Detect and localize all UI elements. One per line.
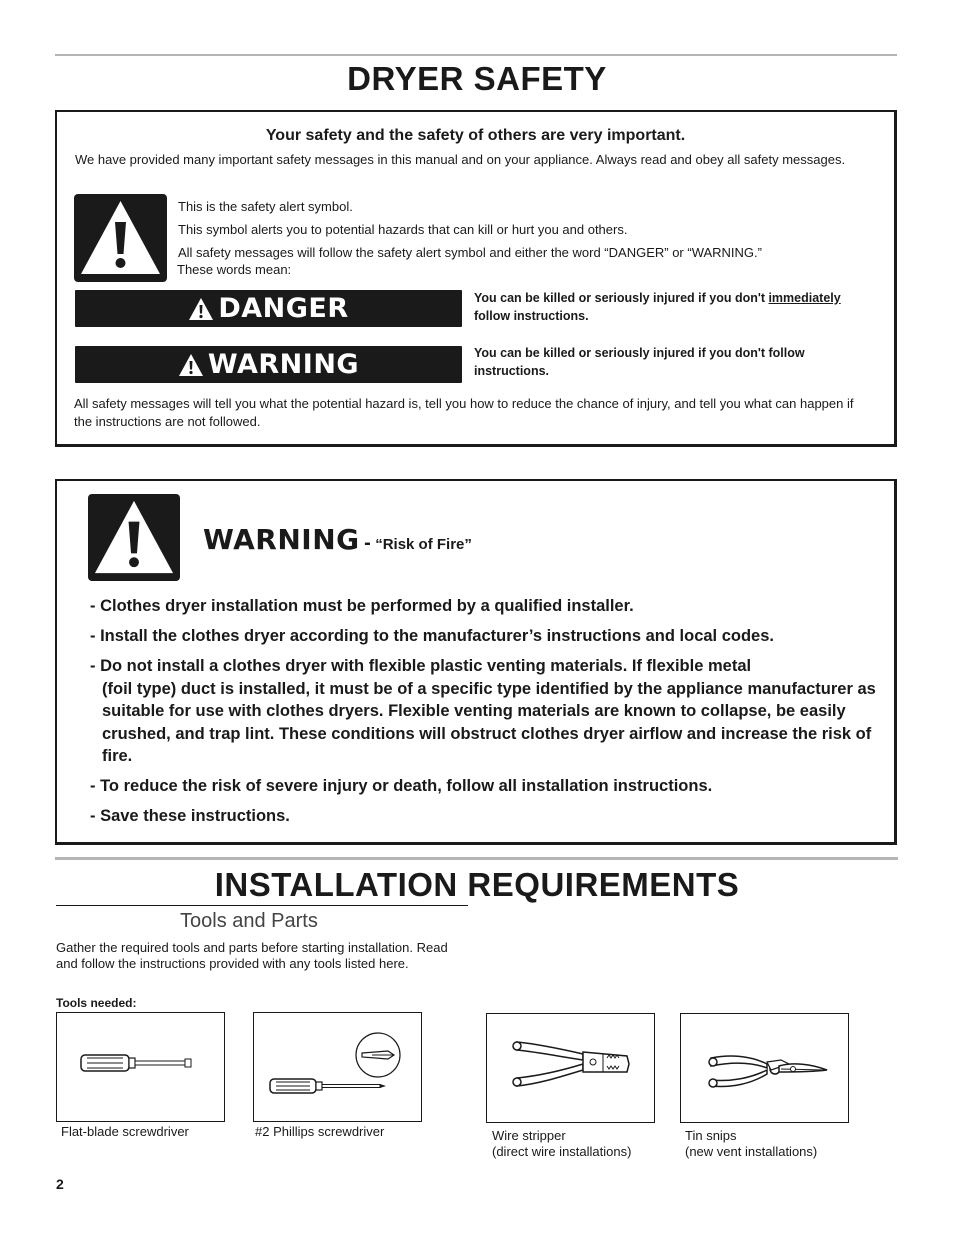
symbol-line-4: These words mean:: [177, 262, 292, 277]
danger-text-b: follow instructions.: [474, 308, 589, 323]
warning-triangle-icon: [178, 353, 204, 377]
fire-bullet-3: [90, 655, 880, 768]
tin-snips-note: (new vent installations): [685, 1144, 818, 1159]
danger-word: DANGER: [218, 293, 349, 324]
fire-bullet-3-rest: (foil type) duct is installed, it must be of a specific type identified by the appliance manufacturer as suitable for use with clothes dryers. Flexible venting materials are known to collapse, be easily crushed, and trap lint. These conditions will obstruct clothes dryer airflow and increase the risk of fire.: [102, 679, 876, 765]
phillips-screwdriver-icon: [253, 1012, 422, 1122]
symbol-line-2: This symbol alerts you to potential hazards that can kill or hurt you and others.: [178, 222, 628, 237]
fire-bullet-3-first: - Do not install a clothes dryer with flexible plastic venting materials. If flexible metal: [90, 657, 752, 675]
safety-message-box: [55, 110, 897, 447]
tin-snips-name: Tin snips: [685, 1128, 737, 1143]
flat-blade-screwdriver-icon: [56, 1012, 225, 1122]
tools-needed-label: Tools needed:: [56, 996, 137, 1010]
danger-text-emphasis: immediately: [768, 291, 841, 305]
tool-caption-wire-stripper: [492, 1128, 631, 1160]
tool-caption-phillips: #2 Phillips screwdriver: [255, 1124, 385, 1139]
fire-warning-dash: -: [364, 532, 371, 554]
warning-triangle-icon: [188, 297, 214, 321]
fire-warning-heading: [203, 523, 472, 556]
fire-bullet-4: - To reduce the risk of severe injury or death, follow all installation instructions.: [90, 777, 713, 795]
warning-banner: [75, 346, 462, 383]
installation-title: INSTALLATION REQUIREMENTS: [214, 866, 740, 903]
dryer-safety-title: DRYER SAFETY: [347, 60, 607, 97]
tools-intro: Gather the required tools and parts before starting installation. Read and follow the instructions provided with any tools listed here.: [56, 940, 448, 971]
installation-rule: [55, 857, 898, 860]
wire-stripper-name: Wire stripper: [492, 1128, 566, 1143]
warning-text-b: instructions.: [474, 363, 550, 378]
danger-description: [474, 290, 884, 325]
tools-rule: [56, 905, 468, 906]
danger-banner: [75, 290, 462, 327]
danger-text-a: You can be killed or seriously injured if you don't: [474, 291, 769, 305]
wire-stripper-icon: [486, 1013, 655, 1123]
warning-word: WARNING: [207, 349, 360, 380]
safety-alert-symbol-icon: [88, 494, 180, 581]
safety-intro: We have provided many important safety messages in this manual and on your appliance. Always read and obey all safety messages.: [75, 152, 846, 167]
symbol-line-1: This is the safety alert symbol.: [178, 199, 353, 214]
safety-alert-symbol-icon: [74, 194, 167, 282]
risk-of-fire-warning-box: [55, 479, 897, 845]
fire-warning-word: WARNING: [203, 523, 360, 556]
tin-snips-icon: [680, 1013, 849, 1123]
tools-section-title: Tools and Parts: [180, 910, 318, 932]
safety-footer: All safety messages will tell you what the potential hazard is, tell you how to reduce the chance of injury, and tell you what can happen if the instructions are not followed.: [74, 396, 854, 429]
fire-warning-subtitle: “Risk of Fire”: [375, 536, 472, 553]
page-number: 2: [56, 1176, 64, 1192]
tool-caption-flat-blade: Flat-blade screwdriver: [61, 1124, 189, 1139]
tool-caption-tin-snips: [685, 1128, 817, 1160]
safety-heading: Your safety and the safety of others are very important.: [265, 127, 686, 144]
warning-text-a: You can be killed or seriously injured if you don't follow: [474, 346, 805, 360]
top-rule: [55, 54, 897, 56]
wire-stripper-note: (direct wire installations): [492, 1144, 632, 1159]
fire-bullet-1: - Clothes dryer installation must be performed by a qualified installer.: [90, 597, 634, 615]
fire-bullet-2: - Install the clothes dryer according to the manufacturer’s instructions and local codes.: [90, 627, 774, 645]
fire-bullet-5: - Save these instructions.: [90, 807, 290, 825]
warning-description: [474, 345, 884, 380]
symbol-line-3: All safety messages will follow the safety alert symbol and either the word “DANGER” or “WARNING.”: [178, 245, 762, 260]
